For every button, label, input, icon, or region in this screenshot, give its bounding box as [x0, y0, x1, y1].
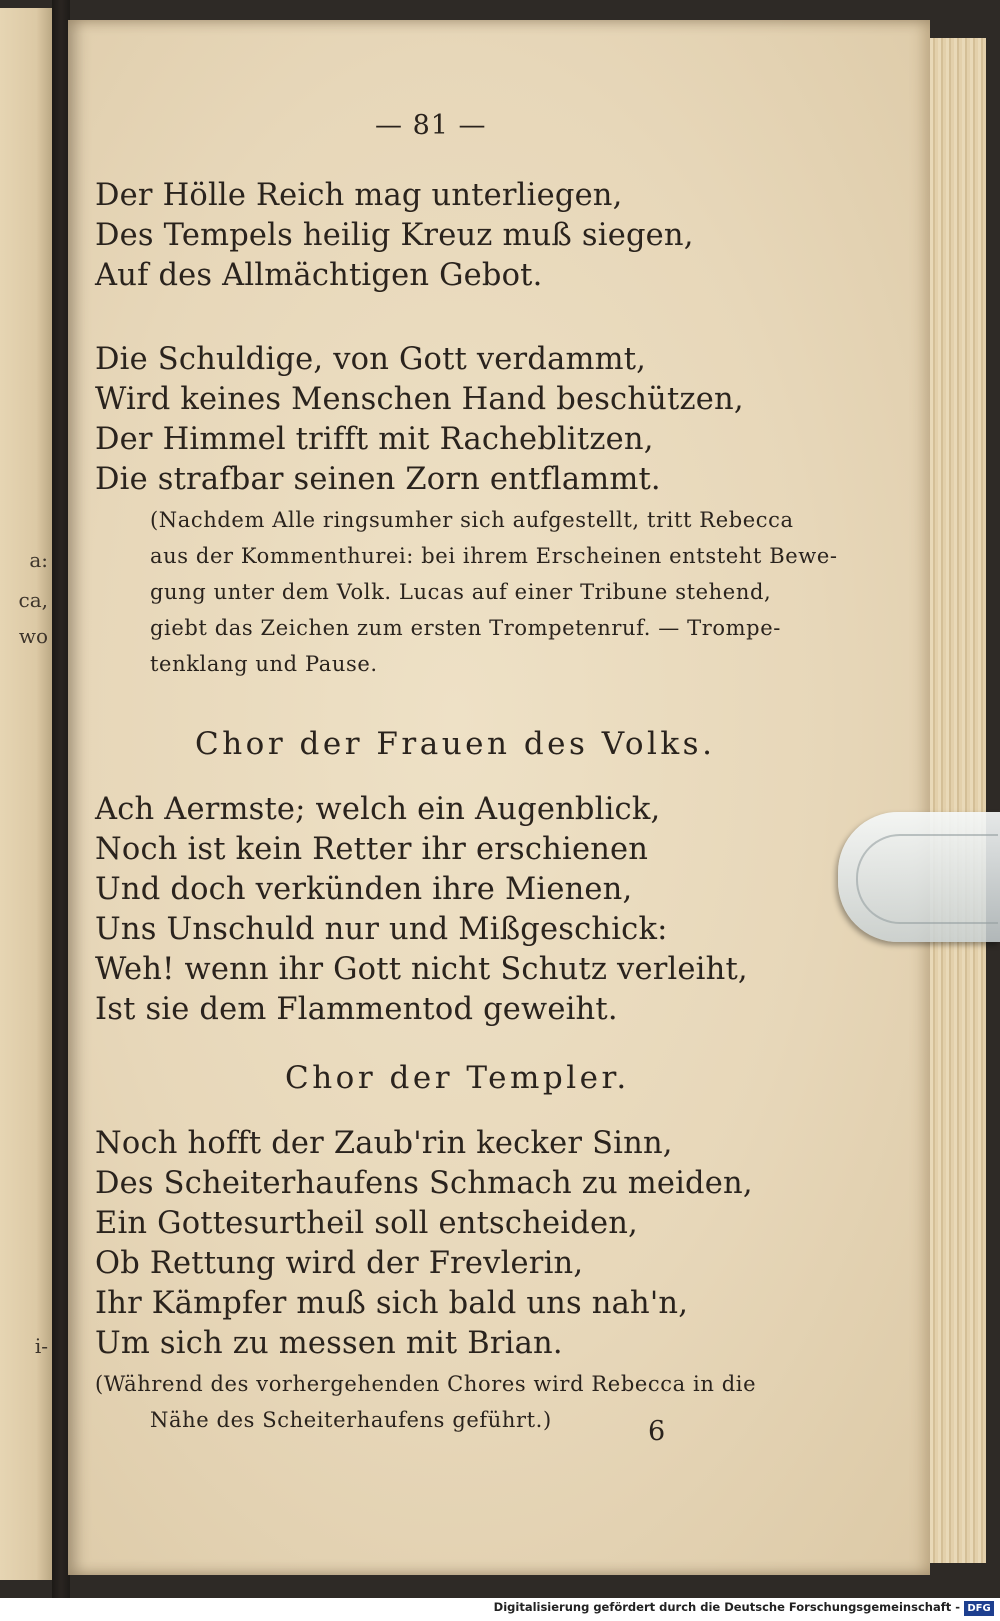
- page-number: — 81 —: [375, 110, 487, 141]
- dfg-logo: DFG: [964, 1601, 994, 1616]
- verse-line: Ob Rettung wird der Frevlerin,: [95, 1246, 584, 1281]
- verse-line: Ist sie dem Flammentod geweiht.: [95, 992, 618, 1027]
- stage-direction-line: (Nachdem Alle ringsumher sich aufgestellt, tritt Rebecca: [150, 508, 794, 532]
- chorus-heading: Chor der Templer.: [285, 1060, 630, 1096]
- digitization-credit: Digitalisierung gefördert durch die Deutsche Forschungsgemeinschaft -: [493, 1600, 960, 1614]
- left-fragment: i-: [34, 1334, 48, 1358]
- left-fragment: a:: [29, 548, 48, 572]
- verse-line: Des Scheiterhaufens Schmach zu meiden,: [95, 1166, 753, 1201]
- footer-bar: [0, 1598, 1000, 1621]
- stage-direction-line: giebt das Zeichen zum ersten Trompetenruf. — Trompe-: [150, 616, 781, 640]
- left-fragment: wo: [18, 624, 48, 648]
- signature-mark: 6: [648, 1416, 666, 1447]
- stage-direction-line: tenklang und Pause.: [150, 652, 378, 676]
- verse-line: Der Himmel trifft mit Racheblitzen,: [95, 422, 654, 457]
- stage-direction-line: gung unter dem Volk. Lucas auf einer Tribune stehend,: [150, 580, 772, 604]
- verse-line: Ach Aermste; welch ein Augenblick,: [95, 792, 661, 827]
- verse-line: Ein Gottesurtheil soll entscheiden,: [95, 1206, 638, 1241]
- verse-line: Um sich zu messen mit Brian.: [95, 1326, 563, 1361]
- verse-line: Weh! wenn ihr Gott nicht Schutz verleiht,: [95, 952, 748, 987]
- verse-line: Der Hölle Reich mag unterliegen,: [95, 178, 623, 213]
- verse-line: Noch ist kein Retter ihr erschienen: [95, 832, 649, 867]
- verse-line: Die strafbar seinen Zorn entflammt.: [95, 462, 661, 497]
- chorus-heading: Chor der Frauen des Volks.: [195, 726, 716, 762]
- verse-line: Des Tempels heilig Kreuz muß siegen,: [95, 218, 694, 253]
- verse-line: Uns Unschuld nur und Mißgeschick:: [95, 912, 668, 947]
- verse-line: Noch hofft der Zaub'rin kecker Sinn,: [95, 1126, 673, 1161]
- page-clip: [838, 812, 1000, 942]
- verse-line: Auf des Allmächtigen Gebot.: [95, 258, 543, 293]
- stage-direction-line: (Während des vorhergehenden Chores wird Rebecca in die: [95, 1372, 757, 1396]
- left-fragment: ca,: [18, 588, 48, 612]
- verse-line: Ihr Kämpfer muß sich bald uns nah'n,: [95, 1286, 689, 1321]
- stage-direction-line: Nähe des Scheiterhaufens geführt.): [150, 1408, 552, 1432]
- stage-direction-line: aus der Kommenthurei: bei ihrem Erscheinen entsteht Bewe-: [150, 544, 838, 568]
- verse-line: Wird keines Menschen Hand beschützen,: [95, 382, 744, 417]
- page-stack-edge: [928, 38, 986, 1563]
- verse-line: Die Schuldige, von Gott verdammt,: [95, 342, 647, 377]
- verse-line: Und doch verkünden ihre Mienen,: [95, 872, 633, 907]
- left-page-edge: [0, 8, 52, 1580]
